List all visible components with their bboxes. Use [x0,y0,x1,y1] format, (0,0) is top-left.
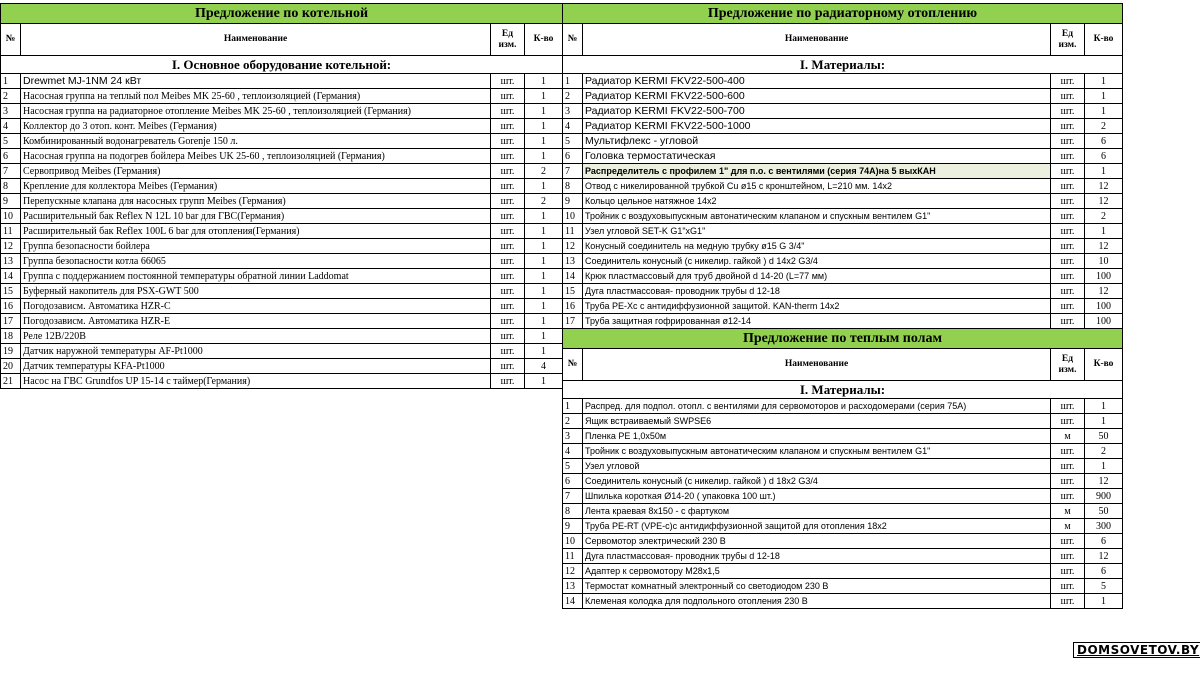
row-number: 13 [563,254,583,269]
item-quantity: 1 [1085,399,1123,414]
item-name: Адаптер к сервомотору M28x1,5 [583,564,1051,579]
item-quantity: 1 [1085,459,1123,474]
item-quantity: 1 [1085,74,1123,89]
table-row [563,429,1123,444]
row-number: 2 [563,89,583,104]
radiator-rows [563,74,1123,329]
item-unit: шт. [491,284,525,299]
item-name: Насос на ГВС Grundfos UP 15-14 с таймер(Германия) [21,374,491,389]
table-row [563,399,1123,414]
item-unit: шт. [1051,549,1085,564]
row-number: 11 [563,549,583,564]
item-quantity: 6 [1085,564,1123,579]
table-row [563,104,1123,119]
item-quantity: 1 [525,74,563,89]
table-row [1,224,563,239]
item-name: Дуга пластмассовая- проводник трубы d 12-18 [583,284,1051,299]
item-quantity: 50 [1085,504,1123,519]
item-quantity: 6 [1085,534,1123,549]
item-quantity: 1 [1085,164,1123,179]
item-name: Радиатор KERMI FKV22-500-700 [583,104,1051,119]
row-number: 5 [1,134,21,149]
row-number: 13 [1,254,21,269]
item-unit: шт. [1051,89,1085,104]
item-unit: шт. [491,224,525,239]
item-quantity: 1 [525,209,563,224]
item-unit: шт. [1051,104,1085,119]
item-quantity: 1 [525,149,563,164]
item-unit: шт. [491,269,525,284]
row-number: 10 [1,209,21,224]
item-name: Датчик наружной температуры AF-Pt1000 [21,344,491,359]
table-row [563,179,1123,194]
item-unit: шт. [1051,594,1085,609]
radiator-title: Предложение по радиаторному отоплению [563,4,1123,24]
table-row [1,284,563,299]
item-name: Соединитель конусный (с никелир. гайкой ) d 18x2 G3/4 [583,474,1051,489]
table-row [1,179,563,194]
item-quantity: 5 [1085,579,1123,594]
item-name: Клеменая колодка для подпольного отопления 230 В [583,594,1051,609]
col-unit: Ед изм. [1051,349,1085,381]
item-name: Шпилька короткая Ø14-20 ( упаковка 100 шт.) [583,489,1051,504]
floor-table [562,328,1123,609]
row-number: 8 [563,504,583,519]
item-quantity: 100 [1085,269,1123,284]
item-name: Тройник с воздуховыпускным автонатическим клапаном и спускным вентилем G1" [583,444,1051,459]
item-name: Расширительный бак Reflex N 12L 10 bar для ГВС(Германия) [21,209,491,224]
boiler-section: I. Основное оборудование котельной: [1,56,563,74]
row-number: 8 [563,179,583,194]
row-number: 14 [563,594,583,609]
table-row [563,444,1123,459]
item-quantity: 1 [1085,104,1123,119]
item-name: Кольцо цельное натяжное 14x2 [583,194,1051,209]
row-number: 12 [563,239,583,254]
item-name: Сервопривод Meibes (Германия) [21,164,491,179]
row-number: 20 [1,359,21,374]
col-name: Наименование [21,24,491,56]
item-unit: шт. [1051,564,1085,579]
table-row [563,74,1123,89]
item-name: Головка термостатическая [583,149,1051,164]
item-name: Группа с поддержанием постоянной температуры обратной линии Laddomat [21,269,491,284]
table-row [563,519,1123,534]
item-unit: шт. [1051,414,1085,429]
item-name: Труба PE-RT (VPE-c)с антидиффузионной защитой для отопления 18x2 [583,519,1051,534]
table-row [1,344,563,359]
row-number: 11 [1,224,21,239]
item-unit: шт. [491,89,525,104]
row-number: 7 [1,164,21,179]
table-row [563,224,1123,239]
item-name: Расширительный бак Reflex 100L 6 bar для отопления(Германия) [21,224,491,239]
floor-title: Предложение по теплым полам [563,329,1123,349]
item-unit: шт. [491,194,525,209]
row-number: 2 [563,414,583,429]
row-number: 5 [563,459,583,474]
item-unit: шт. [491,314,525,329]
row-number: 21 [1,374,21,389]
table-row [563,564,1123,579]
floor-rows [563,399,1123,609]
item-unit: шт. [491,164,525,179]
table-row [563,299,1123,314]
table-row [563,534,1123,549]
item-name: Радиатор KERMI FKV22-500-400 [583,74,1051,89]
item-name: Соединитель конусный (с никелир. гайкой ) d 14x2 G3/4 [583,254,1051,269]
row-number: 17 [563,314,583,329]
col-unit: Ед изм. [1051,24,1085,56]
item-unit: шт. [1051,149,1085,164]
item-name: Распределитель с профилем 1" для п.о. с вентилями (серия 74A)на 5 выхКАН [583,164,1051,179]
item-quantity: 1 [525,239,563,254]
item-unit: шт. [491,359,525,374]
table-row [1,164,563,179]
item-quantity: 2 [525,164,563,179]
item-unit: шт. [491,119,525,134]
row-number: 10 [563,209,583,224]
col-qty: К-во [525,24,563,56]
table-row [1,104,563,119]
item-unit: шт. [491,104,525,119]
item-unit: шт. [491,209,525,224]
table-row [563,149,1123,164]
item-quantity: 1 [1085,224,1123,239]
item-quantity: 1 [525,179,563,194]
item-quantity: 12 [1085,239,1123,254]
table-row [1,194,563,209]
item-unit: шт. [491,344,525,359]
item-unit: шт. [1051,579,1085,594]
row-number: 16 [1,299,21,314]
item-unit: шт. [1051,74,1085,89]
item-name: Радиатор KERMI FKV22-500-1000 [583,119,1051,134]
table-row [1,374,563,389]
row-number: 7 [563,489,583,504]
item-unit: шт. [1051,134,1085,149]
item-quantity: 1 [525,134,563,149]
item-quantity: 1 [525,269,563,284]
item-name: Сервомотор электрический 230 В [583,534,1051,549]
item-quantity: 12 [1085,474,1123,489]
item-name: Труба PE-Xc с антидиффузионной защитой. KAN-therm 14x2 [583,299,1051,314]
item-quantity: 2 [525,194,563,209]
item-name: Тройник с воздуховыпускным автонатическим клапаном и спускным вентилем G1" [583,209,1051,224]
col-qty: К-во [1085,24,1123,56]
row-number: 9 [1,194,21,209]
table-row [1,89,563,104]
boiler-table [0,3,563,389]
item-quantity: 1 [525,89,563,104]
item-quantity: 1 [525,284,563,299]
item-quantity: 100 [1085,299,1123,314]
item-quantity: 1 [1085,89,1123,104]
row-number: 5 [563,134,583,149]
row-number: 9 [563,519,583,534]
row-number: 14 [563,269,583,284]
item-name: Коллектор до 3 отоп. конт. Meibes (Германия) [21,119,491,134]
table-row [563,194,1123,209]
row-number: 10 [563,534,583,549]
table-row [563,164,1123,179]
row-number: 4 [563,119,583,134]
item-unit: шт. [1051,119,1085,134]
item-quantity: 1 [525,224,563,239]
item-quantity: 1 [525,299,563,314]
table-row [1,329,563,344]
item-unit: шт. [491,149,525,164]
item-name: Узел угловой [583,459,1051,474]
item-quantity: 100 [1085,314,1123,329]
col-num: № [1,24,21,56]
item-name: Конусный соединитель на медную трубку ø15 G 3/4" [583,239,1051,254]
item-quantity: 2 [1085,119,1123,134]
item-quantity: 12 [1085,179,1123,194]
table-row [563,284,1123,299]
item-unit: шт. [1051,474,1085,489]
item-name: Узел угловой SET-K G1"xG1" [583,224,1051,239]
item-quantity: 1 [525,104,563,119]
item-unit: шт. [1051,284,1085,299]
item-name: Реле 12В/220В [21,329,491,344]
item-name: Буферный накопитель для PSX-GWT 500 [21,284,491,299]
table-row [563,549,1123,564]
row-number: 12 [563,564,583,579]
table-row [1,74,563,89]
item-name: Крюк пластмассовый для труб двойной d 14-20 (L=77 мм) [583,269,1051,284]
item-quantity: 1 [1085,594,1123,609]
item-name: Погодозависм. Автоматика HZR-C [21,299,491,314]
table-row [563,489,1123,504]
row-number: 4 [1,119,21,134]
row-number: 13 [563,579,583,594]
item-unit: шт. [1051,239,1085,254]
row-number: 8 [1,179,21,194]
item-unit: шт. [1051,399,1085,414]
row-number: 1 [563,399,583,414]
item-quantity: 1 [525,329,563,344]
item-unit: шт. [491,74,525,89]
item-name: Датчик температуры KFA-Pt1000 [21,359,491,374]
row-number: 15 [563,284,583,299]
item-quantity: 1 [525,344,563,359]
row-number: 2 [1,89,21,104]
item-quantity: 2 [1085,209,1123,224]
item-name: Комбинированный водонагреватель Gorenje 150 л. [21,134,491,149]
item-quantity: 300 [1085,519,1123,534]
table-row [1,239,563,254]
boiler-rows [1,74,563,389]
item-unit: м [1051,519,1085,534]
item-name: Пленка PE 1,0x50м [583,429,1051,444]
table-row [563,594,1123,609]
row-number: 16 [563,299,583,314]
item-quantity: 12 [1085,549,1123,564]
item-name: Перепускные клапана для насосных групп Meibes (Германия) [21,194,491,209]
row-number: 11 [563,224,583,239]
table-row [563,474,1123,489]
item-unit: шт. [1051,209,1085,224]
table-row [1,119,563,134]
row-number: 7 [563,164,583,179]
item-quantity: 6 [1085,134,1123,149]
item-name: Труба защитная гофрированная ø12-14 [583,314,1051,329]
row-number: 9 [563,194,583,209]
row-number: 19 [1,344,21,359]
item-unit: шт. [491,299,525,314]
item-quantity: 1 [525,119,563,134]
table-row [1,314,563,329]
table-row [563,504,1123,519]
row-number: 6 [563,474,583,489]
site-watermark[interactable]: DOMSOVETOV.BY [1073,642,1200,658]
floor-section: I. Материалы: [563,381,1123,399]
item-unit: шт. [491,329,525,344]
item-unit: шт. [1051,224,1085,239]
item-name: Группа безопасности бойлера [21,239,491,254]
item-name: Насосная группа на радиаторное отопление Meibes MK 25-60 , теплоизоляцией (Германия) [21,104,491,119]
item-name: Крепление для коллектора Meibes (Германия) [21,179,491,194]
table-row [563,579,1123,594]
col-name: Наименование [583,24,1051,56]
row-number: 3 [563,429,583,444]
table-row [563,239,1123,254]
row-number: 6 [563,149,583,164]
item-unit: шт. [491,239,525,254]
item-unit: шт. [491,179,525,194]
item-quantity: 900 [1085,489,1123,504]
item-quantity: 2 [1085,444,1123,459]
item-name: Группа безопасности котла 66065 [21,254,491,269]
table-row [1,254,563,269]
row-number: 17 [1,314,21,329]
item-name: Радиатор KERMI FKV22-500-600 [583,89,1051,104]
item-quantity: 1 [525,254,563,269]
item-unit: шт. [491,254,525,269]
table-row [563,459,1123,474]
item-quantity: 1 [525,314,563,329]
radiator-table [562,3,1123,329]
item-name: Drewmet MJ-1NM 24 кВт [21,74,491,89]
item-name: Мультифлекс - угловой [583,134,1051,149]
item-unit: м [1051,504,1085,519]
row-number: 14 [1,269,21,284]
table-row [563,209,1123,224]
table-row [1,299,563,314]
item-name: Ящик встраиваемый SWPSE6 [583,414,1051,429]
row-number: 1 [563,74,583,89]
item-unit: шт. [1051,489,1085,504]
item-quantity: 1 [1085,414,1123,429]
item-name: Лента краевая 8x150 - с фартуком [583,504,1051,519]
col-num: № [563,24,583,56]
table-row [563,414,1123,429]
item-name: Дуга пластмассовая- проводник трубы d 12-18 [583,549,1051,564]
item-quantity: 12 [1085,194,1123,209]
item-quantity: 4 [525,359,563,374]
item-unit: шт. [1051,314,1085,329]
item-unit: м [1051,429,1085,444]
item-unit: шт. [491,374,525,389]
table-row [563,254,1123,269]
table-row [1,359,563,374]
col-unit: Ед изм. [491,24,525,56]
table-row [563,269,1123,284]
item-name: Распред. для подпол. отопл. с вентилями для сервомоторов и расходомерами (серия 75A) [583,399,1051,414]
item-unit: шт. [1051,534,1085,549]
table-row [563,119,1123,134]
col-num: № [563,349,583,381]
row-number: 6 [1,149,21,164]
row-number: 4 [563,444,583,459]
item-unit: шт. [1051,269,1085,284]
item-name: Погодозависм. Автоматика HZR-E [21,314,491,329]
boiler-title: Предложение по котельной [1,4,563,24]
table-row [563,134,1123,149]
item-unit: шт. [1051,459,1085,474]
table-row [1,149,563,164]
table-row [1,209,563,224]
item-unit: шт. [1051,444,1085,459]
row-number: 15 [1,284,21,299]
item-quantity: 50 [1085,429,1123,444]
table-row [1,269,563,284]
row-number: 3 [1,104,21,119]
item-unit: шт. [1051,254,1085,269]
table-row [563,89,1123,104]
item-quantity: 12 [1085,284,1123,299]
row-number: 18 [1,329,21,344]
item-quantity: 10 [1085,254,1123,269]
row-number: 1 [1,74,21,89]
item-unit: шт. [1051,299,1085,314]
item-name: Насосная группа на теплый пол Meibes MK 25-60 , теплоизоляцией (Германия) [21,89,491,104]
item-quantity: 1 [525,374,563,389]
table-row [1,134,563,149]
col-name: Наименование [583,349,1051,381]
item-quantity: 6 [1085,149,1123,164]
row-number: 3 [563,104,583,119]
item-unit: шт. [1051,179,1085,194]
item-name: Термостат комнатный электронный со светодиодом 230 В [583,579,1051,594]
item-unit: шт. [1051,194,1085,209]
radiator-section: I. Материалы: [563,56,1123,74]
col-qty: К-во [1085,349,1123,381]
table-row [563,314,1123,329]
row-number: 12 [1,239,21,254]
item-unit: шт. [491,134,525,149]
item-unit: шт. [1051,164,1085,179]
item-name: Отвод с никелированной трубкой Cu ø15 с кронштейном, L=210 мм. 14x2 [583,179,1051,194]
item-name: Насосная группа на подогрев бойлера Meibes UK 25-60 , теплоизоляцией (Германия) [21,149,491,164]
